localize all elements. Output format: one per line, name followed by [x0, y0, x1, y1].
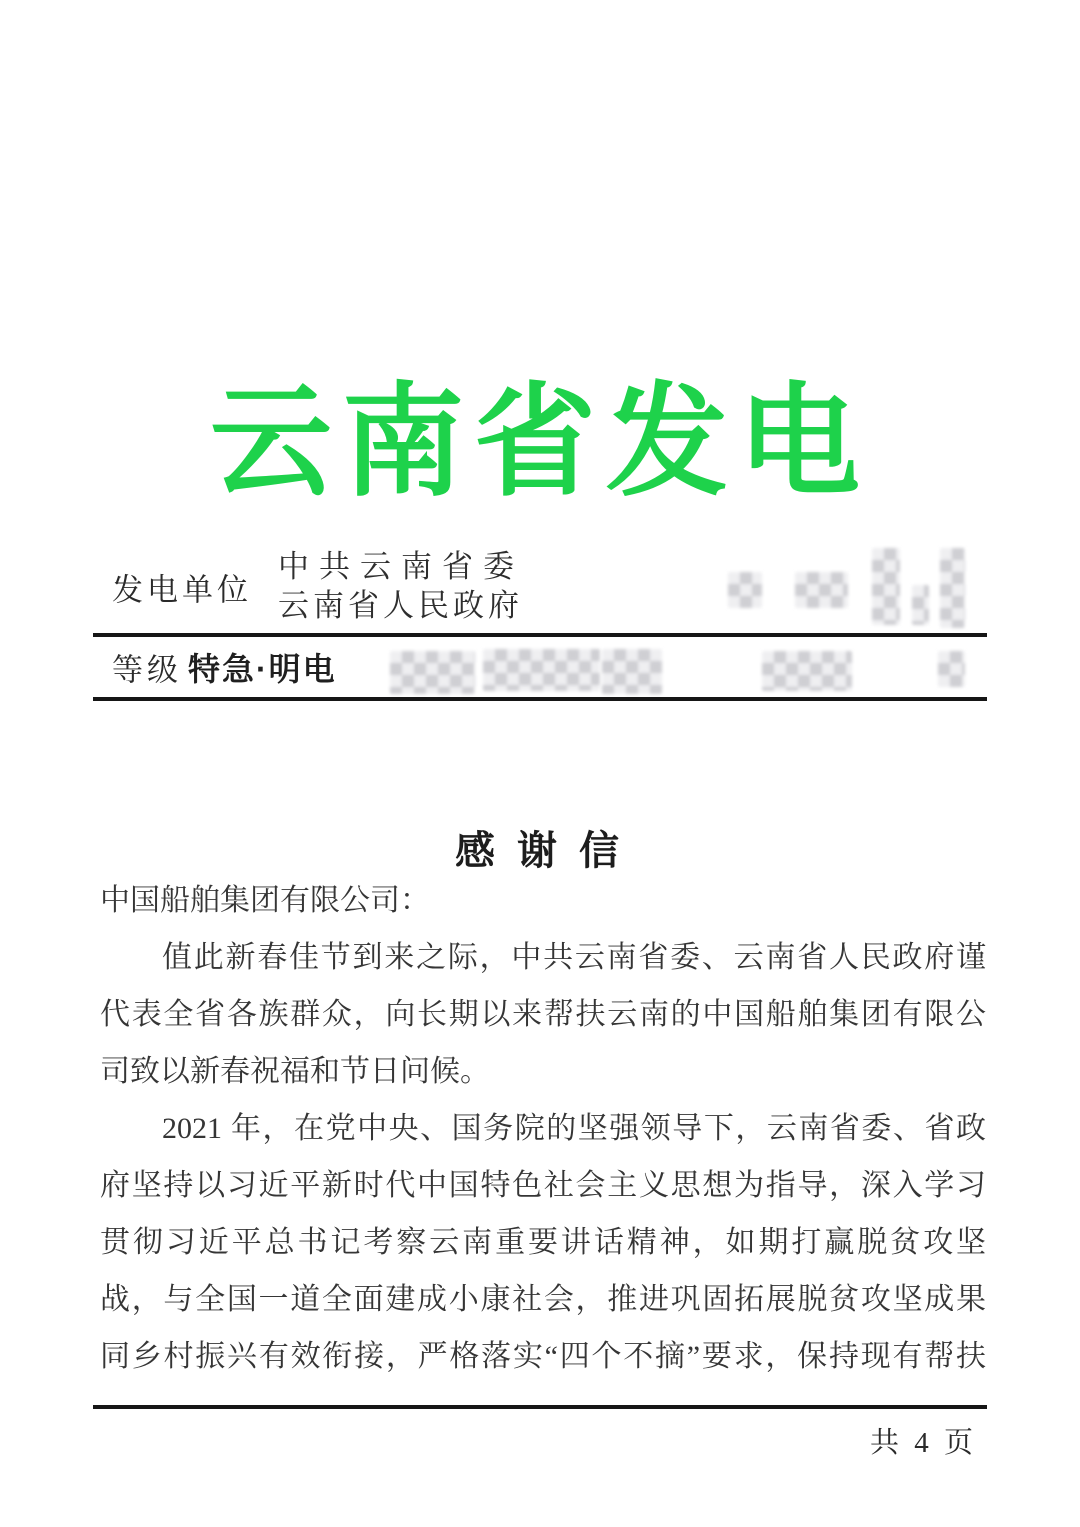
body-line: 同乡村振兴有效衔接，严格落实“四个不摘”要求，保持现有帮扶 [100, 1340, 986, 1373]
redacted-area [795, 572, 848, 608]
redacted-area [483, 649, 600, 691]
redacted-area [912, 585, 929, 625]
header-form [93, 540, 987, 701]
body-line: 司致以新春祝福和节日问候。 [100, 1055, 490, 1088]
letter-body [100, 872, 986, 1385]
sender-row [93, 540, 987, 637]
sender-value-line-2: 云南省人民政府 [278, 588, 523, 623]
body-line: 代表全省各族群众，向长期以来帮扶云南的中国船舶集团有限公 [100, 998, 986, 1031]
grade-row [93, 637, 987, 701]
redacted-area [762, 651, 852, 691]
redacted-area [728, 572, 762, 608]
body-line: 府坚持以习近平新时代中国特色社会主义思想为指导，深入学习 [100, 1169, 986, 1202]
grade-value: 特急·明电 [188, 651, 337, 687]
footer-divider [93, 1405, 987, 1409]
redacted-area [872, 548, 900, 625]
redacted-area [938, 651, 965, 687]
redacted-area [390, 651, 475, 694]
sender-value [278, 547, 524, 625]
sender-label: 发电单位 [112, 572, 252, 607]
body-line: 值此新春佳节到来之际，中共云南省委、云南省人民政府谨 [162, 941, 986, 974]
masthead-title: 云南省发电 [210, 375, 870, 511]
redacted-area [602, 649, 662, 694]
letter-recipient: 中国船舶集团有限公司： [100, 884, 430, 917]
redacted-area [940, 548, 965, 628]
page-count-label: 共 4 页 [869, 1427, 977, 1459]
grade-label: 等级 [112, 652, 182, 688]
letter-title: 感 谢 信 [455, 828, 625, 874]
body-line: 贯彻习近平总书记考察云南重要讲话精神，如期打赢脱贫攻坚 [100, 1226, 986, 1259]
sender-value-line-1: 中共云南省委 [278, 549, 524, 584]
body-line: 战，与全国一道全面建成小康社会，推进巩固拓展脱贫攻坚成果 [100, 1283, 986, 1316]
body-line: 2021 年，在党中央、国务院的坚强领导下，云南省委、省政 [162, 1112, 986, 1145]
